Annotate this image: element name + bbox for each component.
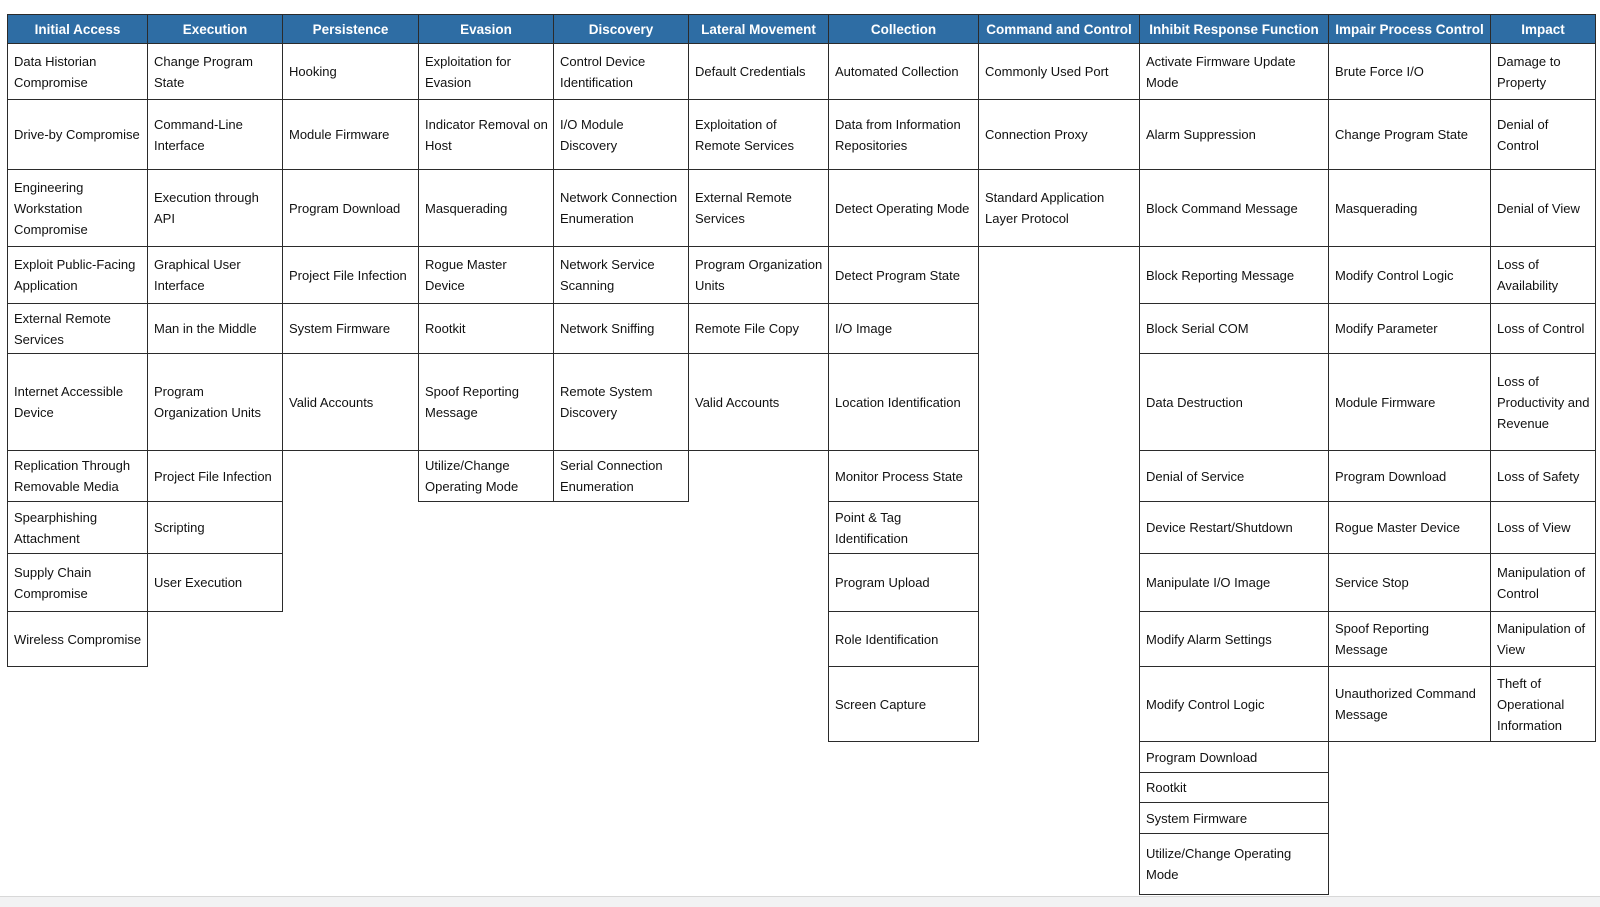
technique-cell-program-download[interactable]: Program Download (1140, 742, 1329, 773)
technique-cell-modify-control-logic[interactable]: Modify Control Logic (1329, 247, 1491, 304)
empty-cell (689, 803, 829, 834)
empty-cell (283, 803, 419, 834)
empty-cell (419, 834, 554, 895)
empty-cell (979, 354, 1140, 451)
technique-cell-engineering-workstation-compromise[interactable]: Engineering Workstation Compromise (8, 170, 148, 247)
empty-cell (689, 612, 829, 667)
empty-cell (148, 773, 283, 803)
matrix-row-8 (8, 502, 1596, 554)
technique-cell-network-sniffing[interactable]: Network Sniffing (554, 304, 689, 354)
empty-cell (689, 554, 829, 612)
empty-cell (689, 773, 829, 803)
technique-cell-utilize-change-operating-mode[interactable]: Utilize/Change Operating Mode (419, 451, 554, 502)
technique-cell-scripting[interactable]: Scripting (148, 502, 283, 554)
empty-cell (148, 742, 283, 773)
empty-cell (8, 803, 148, 834)
technique-cell-i-o-image[interactable]: I/O Image (829, 304, 979, 354)
tactic-header-discovery[interactable]: Discovery (554, 15, 689, 44)
empty-cell (419, 554, 554, 612)
empty-cell (283, 834, 419, 895)
empty-cell (979, 451, 1140, 502)
technique-cell-project-file-infection[interactable]: Project File Infection (148, 451, 283, 502)
technique-cell-external-remote-services[interactable]: External Remote Services (8, 304, 148, 354)
technique-cell-spoof-reporting-message[interactable]: Spoof Reporting Message (1329, 612, 1491, 667)
matrix-row-3 (8, 170, 1596, 247)
technique-cell-masquerading[interactable]: Masquerading (1329, 170, 1491, 247)
technique-cell-block-reporting-message[interactable]: Block Reporting Message (1140, 247, 1329, 304)
technique-cell-masquerading[interactable]: Masquerading (419, 170, 554, 247)
technique-cell-detect-program-state[interactable]: Detect Program State (829, 247, 979, 304)
attack-ics-matrix (7, 14, 1596, 895)
technique-cell-loss-of-availability[interactable]: Loss of Availability (1491, 247, 1596, 304)
technique-cell-program-organization-units[interactable]: Program Organization Units (689, 247, 829, 304)
technique-cell-connection-proxy[interactable]: Connection Proxy (979, 100, 1140, 170)
technique-cell-damage-to-property[interactable]: Damage to Property (1491, 44, 1596, 100)
technique-cell-program-upload[interactable]: Program Upload (829, 554, 979, 612)
technique-cell-loss-of-productivity-and-revenue[interactable]: Loss of Productivity and Revenue (1491, 354, 1596, 451)
empty-cell (283, 667, 419, 742)
technique-cell-loss-of-view[interactable]: Loss of View (1491, 502, 1596, 554)
empty-cell (554, 773, 689, 803)
tactic-header-inhibit-response-function[interactable]: Inhibit Response Function (1140, 15, 1329, 44)
technique-cell-loss-of-control[interactable]: Loss of Control (1491, 304, 1596, 354)
technique-cell-supply-chain-compromise[interactable]: Supply Chain Compromise (8, 554, 148, 612)
technique-cell-remote-system-discovery[interactable]: Remote System Discovery (554, 354, 689, 451)
technique-cell-block-serial-com[interactable]: Block Serial COM (1140, 304, 1329, 354)
technique-cell-manipulate-i-o-image[interactable]: Manipulate I/O Image (1140, 554, 1329, 612)
technique-cell-exploitation-of-remote-services[interactable]: Exploitation of Remote Services (689, 100, 829, 170)
empty-cell (1329, 742, 1491, 773)
technique-cell-module-firmware[interactable]: Module Firmware (1329, 354, 1491, 451)
technique-cell-exploitation-for-evasion[interactable]: Exploitation for Evasion (419, 44, 554, 100)
empty-cell (8, 742, 148, 773)
matrix-row-1 (8, 44, 1596, 100)
technique-cell-block-command-message[interactable]: Block Command Message (1140, 170, 1329, 247)
technique-cell-external-remote-services[interactable]: External Remote Services (689, 170, 829, 247)
technique-cell-remote-file-copy[interactable]: Remote File Copy (689, 304, 829, 354)
empty-cell (283, 451, 419, 502)
technique-cell-user-execution[interactable]: User Execution (148, 554, 283, 612)
empty-cell (148, 834, 283, 895)
technique-cell-system-firmware[interactable]: System Firmware (1140, 803, 1329, 834)
tactic-header-collection[interactable]: Collection (829, 15, 979, 44)
technique-cell-loss-of-safety[interactable]: Loss of Safety (1491, 451, 1596, 502)
technique-cell-rogue-master-device[interactable]: Rogue Master Device (1329, 502, 1491, 554)
matrix-row-12 (8, 742, 1596, 773)
empty-cell (979, 742, 1140, 773)
technique-cell-system-firmware[interactable]: System Firmware (283, 304, 419, 354)
technique-cell-service-stop[interactable]: Service Stop (1329, 554, 1491, 612)
empty-cell (419, 502, 554, 554)
technique-cell-utilize-change-operating-mode[interactable]: Utilize/Change Operating Mode (1140, 834, 1329, 895)
empty-cell (689, 502, 829, 554)
technique-cell-drive-by-compromise[interactable]: Drive-by Compromise (8, 100, 148, 170)
technique-cell-denial-of-service[interactable]: Denial of Service (1140, 451, 1329, 502)
empty-cell (419, 612, 554, 667)
technique-cell-spearphishing-attachment[interactable]: Spearphishing Attachment (8, 502, 148, 554)
empty-cell (554, 834, 689, 895)
empty-cell (283, 742, 419, 773)
technique-cell-modify-control-logic[interactable]: Modify Control Logic (1140, 667, 1329, 742)
technique-cell-data-from-information-repositories[interactable]: Data from Information Repositories (829, 100, 979, 170)
technique-cell-network-connection-enumeration[interactable]: Network Connection Enumeration (554, 170, 689, 247)
technique-cell-control-device-identification[interactable]: Control Device Identification (554, 44, 689, 100)
tactic-header-impair-process-control[interactable]: Impair Process Control (1329, 15, 1491, 44)
technique-cell-screen-capture[interactable]: Screen Capture (829, 667, 979, 742)
technique-cell-exploit-public-facing-application[interactable]: Exploit Public-Facing Application (8, 247, 148, 304)
empty-cell (148, 803, 283, 834)
technique-cell-brute-force-i-o[interactable]: Brute Force I/O (1329, 44, 1491, 100)
matrix-row-7 (8, 451, 1596, 502)
technique-cell-change-program-state[interactable]: Change Program State (148, 44, 283, 100)
empty-cell (554, 803, 689, 834)
technique-cell-modify-alarm-settings[interactable]: Modify Alarm Settings (1140, 612, 1329, 667)
tactic-header-initial-access[interactable]: Initial Access (8, 15, 148, 44)
technique-cell-standard-application-layer-protocol[interactable]: Standard Application Layer Protocol (979, 170, 1140, 247)
tactic-header-impact[interactable]: Impact (1491, 15, 1596, 44)
empty-cell (689, 451, 829, 502)
empty-cell (554, 502, 689, 554)
technique-cell-program-download[interactable]: Program Download (1329, 451, 1491, 502)
technique-cell-valid-accounts[interactable]: Valid Accounts (283, 354, 419, 451)
matrix-row-14 (8, 803, 1596, 834)
technique-cell-manipulation-of-view[interactable]: Manipulation of View (1491, 612, 1596, 667)
technique-cell-project-file-infection[interactable]: Project File Infection (283, 247, 419, 304)
empty-cell (283, 612, 419, 667)
empty-cell (979, 773, 1140, 803)
technique-cell-data-destruction[interactable]: Data Destruction (1140, 354, 1329, 451)
technique-cell-point-tag-identification[interactable]: Point & Tag Identification (829, 502, 979, 554)
technique-cell-rogue-master-device[interactable]: Rogue Master Device (419, 247, 554, 304)
technique-cell-location-identification[interactable]: Location Identification (829, 354, 979, 451)
empty-cell (419, 773, 554, 803)
empty-cell (419, 667, 554, 742)
technique-cell-role-identification[interactable]: Role Identification (829, 612, 979, 667)
empty-cell (689, 742, 829, 773)
empty-cell (979, 502, 1140, 554)
empty-cell (829, 834, 979, 895)
tactic-header-persistence[interactable]: Persistence (283, 15, 419, 44)
technique-cell-graphical-user-interface[interactable]: Graphical User Interface (148, 247, 283, 304)
empty-cell (979, 554, 1140, 612)
empty-cell (979, 304, 1140, 354)
technique-cell-program-download[interactable]: Program Download (283, 170, 419, 247)
empty-cell (554, 742, 689, 773)
technique-cell-valid-accounts[interactable]: Valid Accounts (689, 354, 829, 451)
tactic-header-execution[interactable]: Execution (148, 15, 283, 44)
matrix-row-11 (8, 667, 1596, 742)
matrix-row-2 (8, 100, 1596, 170)
tactic-header-evasion[interactable]: Evasion (419, 15, 554, 44)
empty-cell (1329, 773, 1491, 803)
empty-cell (283, 502, 419, 554)
empty-cell (829, 742, 979, 773)
empty-cell (148, 612, 283, 667)
technique-cell-commonly-used-port[interactable]: Commonly Used Port (979, 44, 1140, 100)
empty-cell (554, 612, 689, 667)
technique-cell-data-historian-compromise[interactable]: Data Historian Compromise (8, 44, 148, 100)
technique-cell-spoof-reporting-message[interactable]: Spoof Reporting Message (419, 354, 554, 451)
empty-cell (689, 667, 829, 742)
technique-cell-automated-collection[interactable]: Automated Collection (829, 44, 979, 100)
empty-cell (8, 834, 148, 895)
empty-cell (419, 803, 554, 834)
technique-cell-module-firmware[interactable]: Module Firmware (283, 100, 419, 170)
matrix-row-5 (8, 304, 1596, 354)
empty-cell (979, 803, 1140, 834)
technique-cell-hooking[interactable]: Hooking (283, 44, 419, 100)
empty-cell (283, 773, 419, 803)
empty-cell (1491, 803, 1596, 834)
technique-cell-internet-accessible-device[interactable]: Internet Accessible Device (8, 354, 148, 451)
technique-cell-modify-parameter[interactable]: Modify Parameter (1329, 304, 1491, 354)
attack-matrix-table (7, 14, 1596, 895)
empty-cell (419, 742, 554, 773)
empty-cell (1329, 834, 1491, 895)
empty-cell (8, 773, 148, 803)
window-bottom-bar (0, 896, 1600, 907)
technique-cell-denial-of-control[interactable]: Denial of Control (1491, 100, 1596, 170)
matrix-row-4 (8, 247, 1596, 304)
matrix-row-13 (8, 773, 1596, 803)
technique-cell-unauthorized-command-message[interactable]: Unauthorized Command Message (1329, 667, 1491, 742)
tactic-header-lateral-movement[interactable]: Lateral Movement (689, 15, 829, 44)
technique-cell-activate-firmware-update-mode[interactable]: Activate Firmware Update Mode (1140, 44, 1329, 100)
empty-cell (979, 247, 1140, 304)
empty-cell (8, 667, 148, 742)
matrix-row-9 (8, 554, 1596, 612)
technique-cell-rootkit[interactable]: Rootkit (419, 304, 554, 354)
technique-cell-monitor-process-state[interactable]: Monitor Process State (829, 451, 979, 502)
technique-cell-denial-of-view[interactable]: Denial of View (1491, 170, 1596, 247)
empty-cell (1491, 773, 1596, 803)
technique-cell-indicator-removal-on-host[interactable]: Indicator Removal on Host (419, 100, 554, 170)
technique-cell-change-program-state[interactable]: Change Program State (1329, 100, 1491, 170)
empty-cell (554, 667, 689, 742)
technique-cell-alarm-suppression[interactable]: Alarm Suppression (1140, 100, 1329, 170)
technique-cell-man-in-the-middle[interactable]: Man in the Middle (148, 304, 283, 354)
empty-cell (829, 773, 979, 803)
empty-cell (1491, 742, 1596, 773)
empty-cell (689, 834, 829, 895)
matrix-row-10 (8, 612, 1596, 667)
technique-cell-serial-connection-enumeration[interactable]: Serial Connection Enumeration (554, 451, 689, 502)
technique-cell-i-o-module-discovery[interactable]: I/O Module Discovery (554, 100, 689, 170)
technique-cell-detect-operating-mode[interactable]: Detect Operating Mode (829, 170, 979, 247)
empty-cell (148, 667, 283, 742)
technique-cell-device-restart-shutdown[interactable]: Device Restart/Shutdown (1140, 502, 1329, 554)
empty-cell (979, 612, 1140, 667)
matrix-row-6 (8, 354, 1596, 451)
empty-cell (1491, 834, 1596, 895)
technique-cell-rootkit[interactable]: Rootkit (1140, 773, 1329, 803)
technique-cell-network-service-scanning[interactable]: Network Service Scanning (554, 247, 689, 304)
technique-cell-replication-through-removable-media[interactable]: Replication Through Removable Media (8, 451, 148, 502)
technique-cell-execution-through-api[interactable]: Execution through API (148, 170, 283, 247)
matrix-row-15 (8, 834, 1596, 895)
technique-cell-wireless-compromise[interactable]: Wireless Compromise (8, 612, 148, 667)
empty-cell (829, 803, 979, 834)
empty-cell (979, 667, 1140, 742)
technique-cell-theft-of-operational-information[interactable]: Theft of Operational Information (1491, 667, 1596, 742)
empty-cell (283, 554, 419, 612)
tactic-header-row (8, 15, 1596, 44)
technique-cell-manipulation-of-control[interactable]: Manipulation of Control (1491, 554, 1596, 612)
empty-cell (1329, 803, 1491, 834)
tactic-header-command-and-control[interactable]: Command and Control (979, 15, 1140, 44)
technique-cell-default-credentials[interactable]: Default Credentials (689, 44, 829, 100)
empty-cell (554, 554, 689, 612)
empty-cell (979, 834, 1140, 895)
technique-cell-command-line-interface[interactable]: Command-Line Interface (148, 100, 283, 170)
technique-cell-program-organization-units[interactable]: Program Organization Units (148, 354, 283, 451)
